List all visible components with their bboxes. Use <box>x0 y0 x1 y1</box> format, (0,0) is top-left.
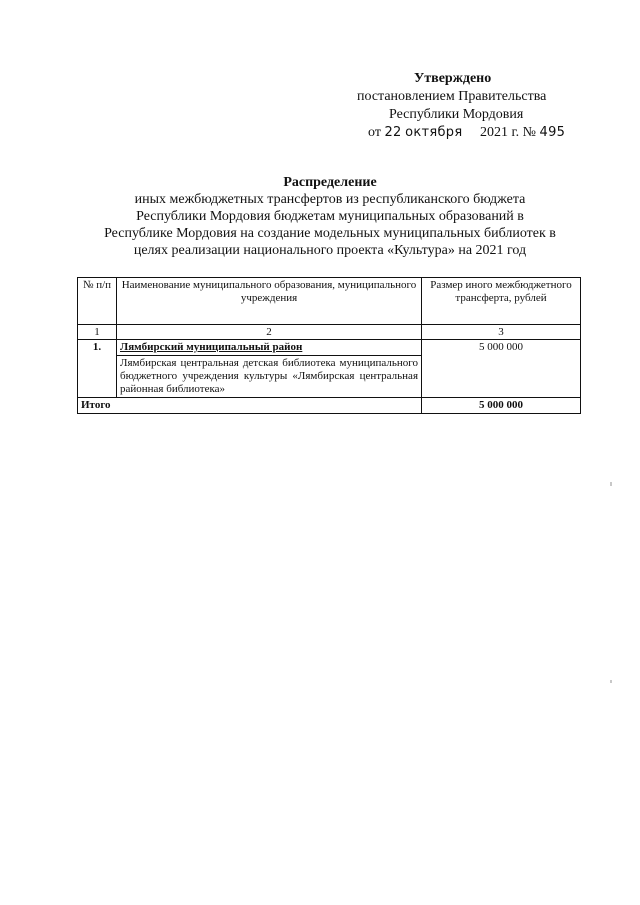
table-row <box>78 340 581 356</box>
header-amount: Размер иного межбюджетного трансферта, рублей <box>422 278 581 325</box>
district-cell <box>117 340 422 356</box>
institution-name: Лямбирская центральная детская библиотека муниципального бюджетного учреждения культуры «Лямбирская центральная районная библиотека» <box>117 356 422 398</box>
header-name: Наименование муниципального образования, муниципального учреждения <box>117 278 422 325</box>
approval-date-line <box>368 124 565 142</box>
column-number-row <box>78 325 581 340</box>
distribution-table <box>77 277 581 414</box>
header-number: № п/п <box>78 278 117 325</box>
heading-line-2: Республики Мордовия бюджетам муниципальных образований в <box>136 209 524 224</box>
row-number: 1. <box>78 340 117 398</box>
column-number-2: 2 <box>117 325 422 340</box>
table-header-row <box>78 278 581 325</box>
heading-line-3: Республике Мордовия на создание модельных муниципальных библиотек в <box>104 226 556 241</box>
date-month: октября <box>405 125 463 140</box>
column-number-1: 1 <box>78 325 117 340</box>
approval-title: Утверждено <box>414 71 492 86</box>
column-number-3: 3 <box>422 325 581 340</box>
date-day: 22 <box>384 125 402 140</box>
document-heading <box>60 174 600 259</box>
district-name: Лямбирский муниципальный район <box>120 341 303 353</box>
row-amount: 5 000 000 <box>422 340 581 398</box>
scan-speck <box>610 482 612 486</box>
total-amount: 5 000 000 <box>422 398 581 414</box>
total-row <box>78 398 581 414</box>
total-label: Итого <box>78 398 422 414</box>
date-year: 2021 г. № <box>479 125 537 140</box>
scan-speck <box>610 680 612 683</box>
resolution-number: 495 <box>539 125 566 140</box>
approval-line-1: постановлением Правительства <box>357 89 547 104</box>
document-title: Распределение <box>283 175 377 190</box>
approval-line-2: Республики Мордовия <box>389 107 524 122</box>
date-prefix: от <box>368 125 381 140</box>
heading-line-4: целях реализации национального проекта «Культура» на 2021 год <box>133 243 527 258</box>
heading-line-1: иных межбюджетных трансфертов из республиканского бюджета <box>134 192 526 207</box>
